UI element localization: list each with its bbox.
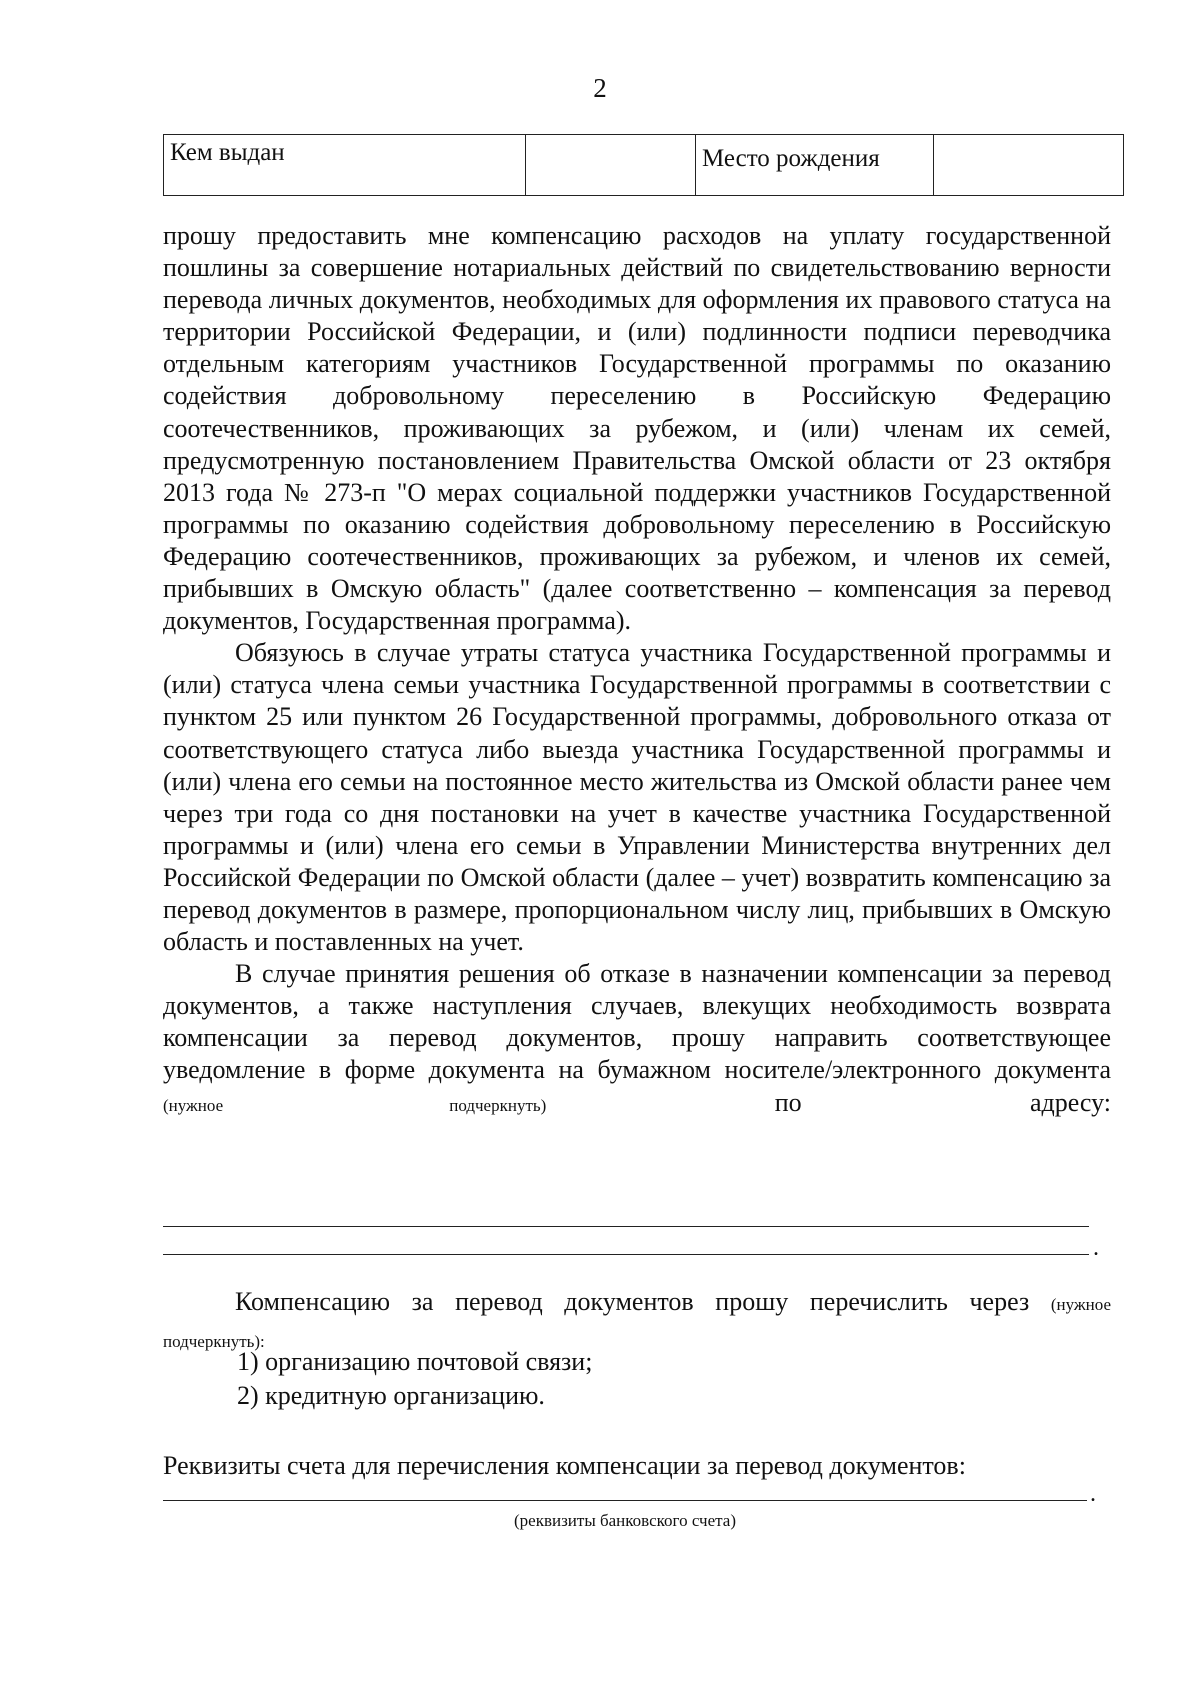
payment-option-bank[interactable]: 2) кредитную организацию.: [237, 1381, 545, 1410]
requisites-label: Реквизиты счета для перечисления компенсации за перевод документов:: [163, 1451, 966, 1480]
birthplace-field[interactable]: [934, 135, 1124, 196]
payment-intro-text: Компенсацию за перевод документов прошу перечислить через: [235, 1287, 1030, 1316]
issued-by-label: Кем выдан: [164, 135, 526, 196]
passport-table: [163, 134, 1124, 196]
passport-row: [164, 135, 1124, 196]
address-line-2[interactable]: [163, 1254, 1089, 1255]
payment-option-post[interactable]: 1) организацию почтовой связи;: [237, 1347, 593, 1376]
obligation-paragraph: Обязуюсь в случае утраты статуса участника Государственной программы и (или) статуса члена семьи участника Государственной программы в соответствии с пунктом 25 или пунктом 26 Государственной программы, добровольного отказа от соответствующего статуса либо выезда участника Государственной программы и (или) члена его семьи на постоянное место жительства из Омской области ранее чем через три года со дня постановки на учет в качестве участника Государственной программы и (или) члена его семьи в Управлении Министерства внутренних дел Российской Федерации по Омской области (далее – учет) возвратить компенсацию за перевод документов в размере, пропорциональном числу лиц, прибывших в Омскую область и поставленных на учет.: [163, 638, 1111, 957]
requisites-end-dot: .: [1090, 1481, 1096, 1507]
refusal-note: (нужное подчеркнуть): [163, 1095, 547, 1115]
refusal-paragraph: [163, 958, 1111, 1121]
address-line-1[interactable]: [163, 1226, 1089, 1227]
refusal-tail: по адресу:: [774, 1087, 1112, 1117]
address-end-dot: .: [1093, 1235, 1099, 1261]
birthplace-label: Место рождения: [696, 135, 934, 196]
requisites-line[interactable]: [163, 1500, 1087, 1501]
requisites-caption: (реквизиты банковского счета): [513, 1511, 736, 1530]
refusal-text: В случае принятия решения об отказе в назначении компенсации за перевод документов, а также наступления случаев, влекущих необходимость возврата компенсации за перевод документов, прошу направить соответствующее уведомление в форме документа на бумажном носителе/электронного документа: [163, 959, 1111, 1085]
payment-intro-note: (нужное подчеркнуть):: [163, 1295, 1112, 1351]
issued-by-field[interactable]: [526, 135, 696, 196]
application-body: [163, 220, 1111, 1122]
page-number: 2: [593, 73, 607, 103]
request-paragraph: прошу предоставить мне компенсацию расходов на уплату государственной пошлины за совершение нотариальных действий по свидетельствованию верности перевода личных документов, необходимых для оформления их правового статуса на территории Российской Федерации, и (или) подлинности подписи переводчика отдельным категориям участников Государственной программы по оказанию содействия добровольному переселению в Российскую Федерацию соотечественников, проживающих за рубежом, и (или) членам их семей, предусмотренную постановлением Правительства Омской области от 23 октября 2013 года № 273-п "О мерах социальной поддержки участников Государственной программы по оказанию содействия добровольному переселению в Российскую Федерацию соотечественников, проживающих за рубежом, и членов их семей, прибывших в Омскую область" (далее соответственно – компенсация за перевод документов, Государственная программа).: [163, 221, 1111, 636]
